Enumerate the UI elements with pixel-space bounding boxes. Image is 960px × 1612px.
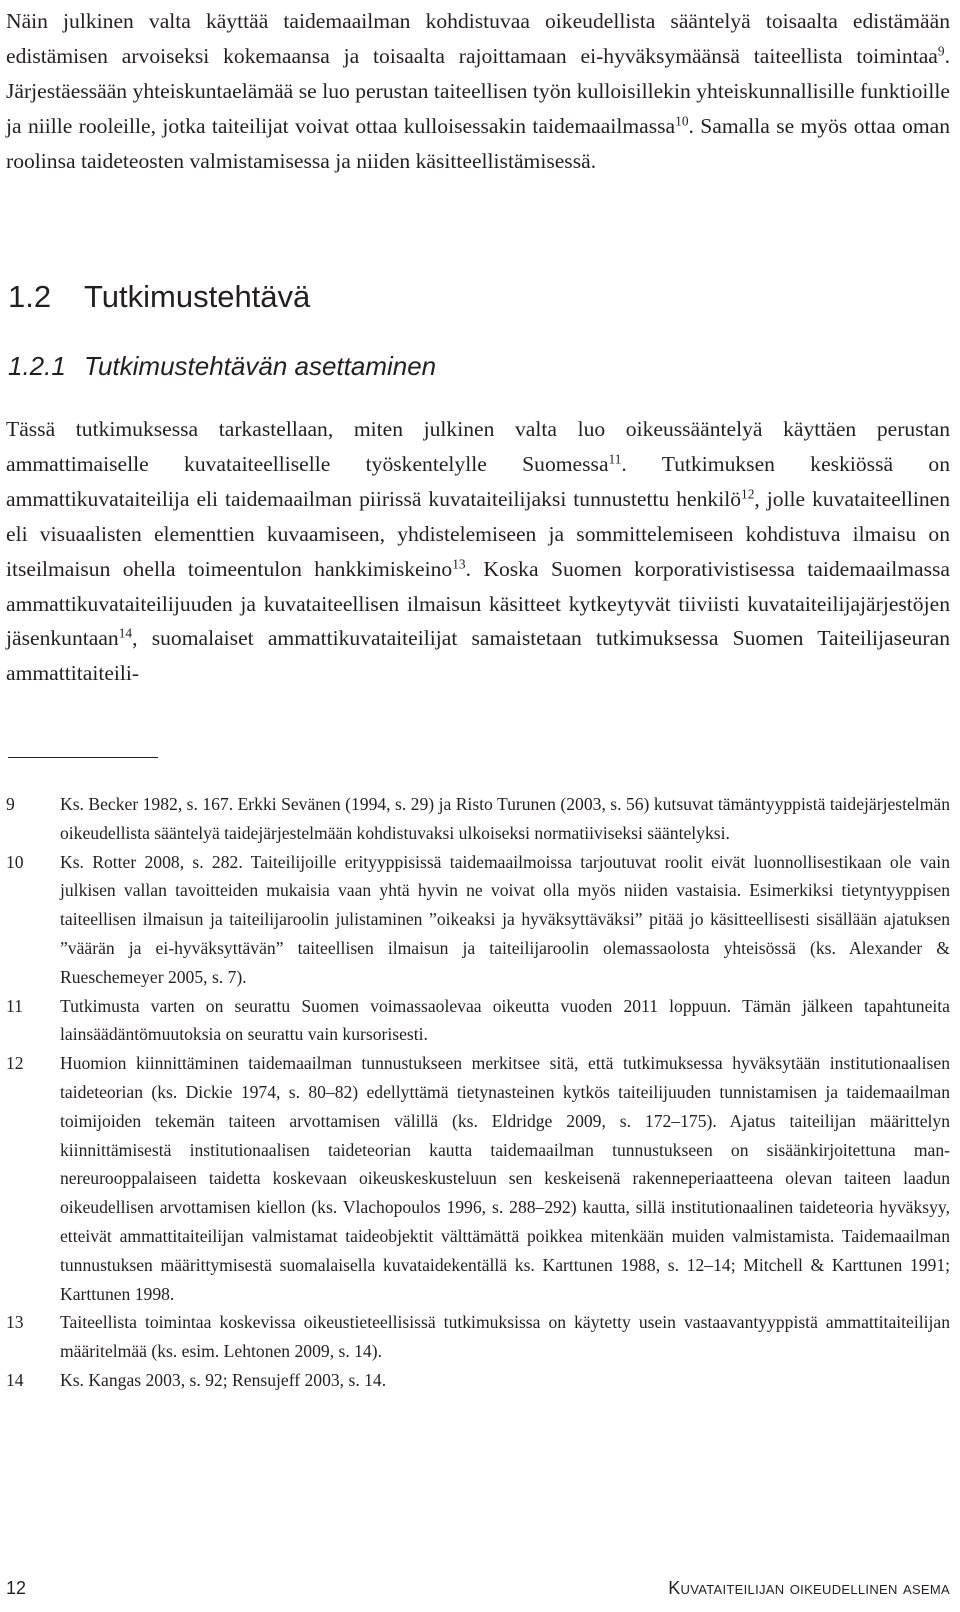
footnote-marker: 13 — [452, 556, 466, 572]
footnote-text: Ks. Kangas 2003, s. 92; Rensujeff 2003, s. 14. — [60, 1369, 387, 1390]
section-title: Tutkimustehtävä — [84, 279, 311, 314]
footnote-divider — [8, 757, 158, 758]
footnote — [6, 1308, 950, 1366]
paragraph-text: . Koska Suomen korporativistisessa taidemaailmassa ammattikuvataiteilijuuden ja kuvataiteellisen ilmaisun käsitteet kytkeytyvät tiiviisti kuvataiteilijajärjestöjen jäsenkuntaan — [6, 556, 950, 651]
footnote — [6, 992, 950, 1050]
paragraph-text: , suomalaiset ammattikuvataiteilijat samaistetaan tutkimuksessa Suomen Taiteilijaseuran ammattitaiteili- — [6, 626, 950, 686]
body-paragraph-1 — [6, 4, 950, 179]
footnote-marker: 12 — [741, 486, 755, 502]
footnote — [6, 790, 950, 848]
footnote-number: 10 — [6, 851, 24, 872]
subsection-number: 1.2.1 — [8, 351, 66, 381]
footnote-text: Taiteellista toimintaa koskevissa oikeustieteellisissä tutkimuksissa on käytetty usein vastaavantyyppistä ammattitaiteilijan määritelmää (ks. esim. Lehtonen 2009, s. 14). — [60, 1312, 950, 1362]
paragraph-text: Näin julkinen valta käyttää taidemaailman kohdistuvaa oikeudellista sääntelyä toisaalta edistämään edistämisen arvoiseksi kokemaansa ja toisaalta rajoittamaan ei-hyväksymäänsä taiteellista toimintaa — [6, 9, 950, 68]
footnote-text: Tutkimusta varten on seurattu Suomen voimassaolevaa oikeutta vuoden 2011 loppuun. Tämän jälkeen tapahtuneita lainsäädäntömuutoksia on seurattu vain kursorisesti. — [60, 995, 950, 1045]
footnote-number: 14 — [6, 1369, 24, 1390]
paragraph-text: Tässä tutkimuksessa tarkastellaan, miten julkinen valta luo oikeussääntelyä käyttäen perustan ammattimaiselle kuvataiteelliselle työskentelylle Suomessa — [6, 417, 950, 476]
body-paragraph-2 — [6, 412, 950, 691]
subsection-heading — [8, 348, 436, 384]
footnote — [6, 848, 950, 992]
paragraph-text: . Tutkimuksen keskiössä on ammattikuvataiteilija eli taidemaailman piirissä kuvataiteilijaksi tunnustettu henkilö — [6, 451, 950, 511]
section-heading — [8, 277, 310, 317]
running-title: Kuvataiteilijan oikeudellinen asema — [668, 1578, 950, 1598]
footnote-number: 11 — [6, 995, 23, 1016]
page-number: 12 — [6, 1578, 27, 1598]
subsection-title: Tutkimustehtävän asettaminen — [84, 351, 437, 381]
footnote-text: Ks. Becker 1982, s. 167. Erkki Sevänen (1994, s. 29) ja Risto Turunen (2003, s. 56) kutsuvat tämäntyyppistä taidejärjestelmän oikeudellista sääntelyä taidejärjestelmään kohdistuvaksi ulkoiseksi normatiiviseksi sääntelyksi. — [60, 794, 950, 843]
paragraph-text: . Järjestäessään yhteiskuntaelämää se luo perustan taiteellisen työn kulloisillekin yhteiskunnallisille funktioille ja niille rooleille, jotka taiteilijat voivat ottaa kulloisessakin taidemaailmassa — [6, 43, 950, 138]
footnote-marker: 11 — [608, 451, 622, 467]
footnote-text: Huomion kiinnittäminen taidemaailman tunnustukseen merkitsee sitä, että tutkimuksessa hyväksytään institutionaalisen taideteorian (ks. Dickie 1974, s. 80–82) edellyttämä tietynasteinen kytkös taiteilijuuden tunnistamisen ja taidemaailman toimijoiden tekemän taiteen arvottamisen välillä (ks. Eldridge 2009, s. 172–175). Ajatus taiteilijan määrittelyn kiinnittämisestä institutionaalisen taideteorian kautta taidemaailman tunnustukseen on sisäänkirjoitettuna mannereurooppalaiseen taidetta koskevaan oikeuskeskusteluun sen keskeisenä rakenneperiaatteena olevan taiteen laadun oikeudellisen arvottamisen kiellon (ks. Vlachopoulos 1996, s. 288–292) kautta, sillä institutionaalinen taideteoria hyväksyy, etteivät ammattitaiteilijan valmistamat taideobjektit välttämättä poikkea mitenkään muiden valmistamista. Taidemaailman tunnustuksen määrittymisestä suomalaisella kuvataidekentällä ks. Karttunen 1988, s. 12–14; Mitchell & Karttunen 1991; Karttunen 1998. — [60, 1053, 950, 1304]
footnote-text: Ks. Rotter 2008, s. 282. Taiteilijoille erityyppisissä taidemaailmoissa tarjoutuvat roolit eivät luonnollisestikaan ole vain julkisen vallan tavoitteiden mukaisia vaan yhtä hyvin ne voivat olla myös niiden vastaisia. Esimerkiksi tietyntyyppisen taiteellisen ilmaisun ja taiteilijaroolin julistaminen ”oikeaksi ja hyväksyttäväksi” pitää jo käsitteellisesti sisällään ajatuksen ”väärän ja ei-hyväksyttävän” taiteellisen ilmaisun ja taiteilijaroolin olemassaolosta yhteisössä (ks. Alexander & Rueschemeyer 2005, s. 7). — [60, 851, 950, 987]
footnote — [6, 1049, 950, 1308]
paragraph-text: . Samalla se myös ottaa oman roolinsa taideteosten valmistamisessa ja niiden käsitteellistämisessä. — [6, 113, 950, 173]
footnote-number: 12 — [6, 1053, 24, 1074]
footnote-marker: 10 — [675, 113, 689, 129]
footnote-number: 9 — [6, 794, 15, 814]
page-footer — [6, 1578, 950, 1606]
section-number: 1.2 — [8, 279, 52, 314]
footnote-list — [6, 790, 950, 1395]
footnote-number: 13 — [6, 1312, 24, 1333]
footnote-marker: 9 — [937, 43, 945, 59]
footnote — [6, 1366, 950, 1395]
footnote-marker: 14 — [118, 626, 133, 642]
paragraph-text: , jolle kuvataiteellinen eli visuaalisten elementtien kuvaamiseen, yhdistelemiseen ja sommittelemiseen kohdistuva ilmaisu on itseilmaisun ohella toimeentulon hankkimiskeino — [6, 486, 951, 581]
